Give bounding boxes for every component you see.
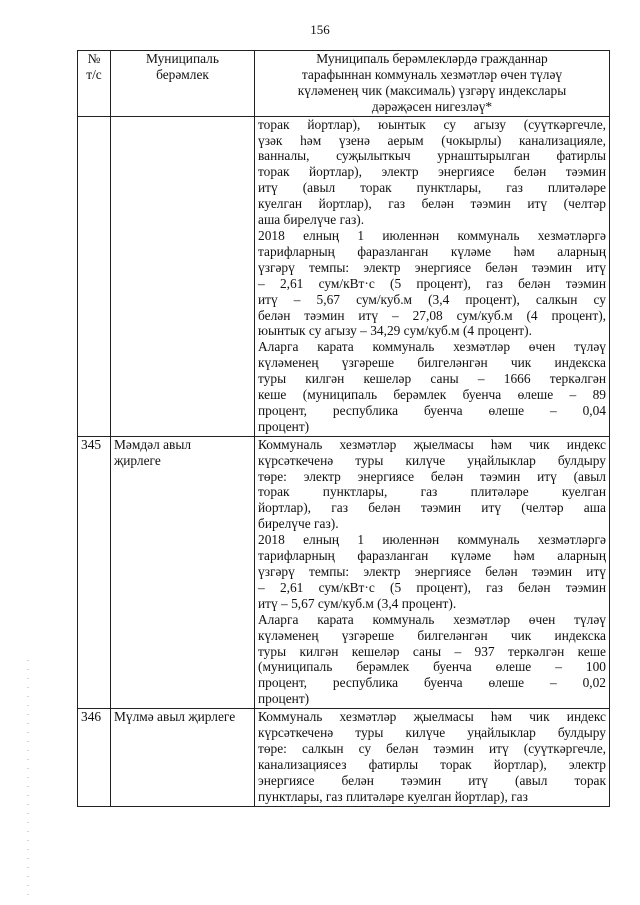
text-line: Аларга карата коммуналь хезмәтләр өчен түләү — [258, 339, 606, 355]
text-line: күрсәткеченә туры килүче уңайлыклар булдыру — [258, 452, 606, 468]
header-index-line: дәрәҗәсен нигезләү* — [371, 98, 493, 114]
text-line: 2018 елның 1 июленнән коммуналь хезмәтләргә — [258, 532, 606, 548]
text-line: – 2,61 сум/кВт·с (5 процент), газ белән тәэмин — [258, 579, 606, 595]
index-justification — [255, 436, 610, 708]
text-line: процент, республика буенча өлеше – 0,02 — [258, 675, 606, 691]
table-row — [78, 709, 610, 806]
header-index-line: Муниципаль берәмлекләрдә гражданнар — [316, 51, 548, 66]
municipality-name — [111, 436, 255, 708]
text-line: канализациясез фатирлы торак йортлар), электр — [258, 756, 606, 772]
text-line: төре: электр энергиясе белән тәэмин итү (авыл — [258, 468, 606, 484]
text-line: процент) — [258, 418, 310, 434]
text-line: торак йортлар), юынтык су агызу (суүткәргечле, — [258, 116, 606, 132]
row-number — [78, 116, 111, 436]
header-index — [255, 51, 610, 117]
justification-paragraph — [258, 117, 606, 228]
text-line: процент, республика буенча өлеше – 0,04 — [258, 402, 606, 418]
text-line: йортлар), газ белән тәэмин итү (челтәр аша — [258, 500, 606, 516]
municipality-name — [111, 709, 255, 806]
text-line: төре: салкын су белән тәэмин итү (суүткәргечле, — [258, 740, 606, 756]
table-row — [78, 116, 610, 436]
text-line: куелган йортлар), газ белән тәэмин итү (челтәр — [258, 196, 606, 212]
text-line: үзгәрү темпы: электр энергиясе белән тәэмин итү — [258, 564, 606, 579]
header-municipality — [111, 51, 255, 117]
tariff-index-table — [77, 50, 610, 807]
justification-paragraph — [258, 339, 606, 434]
text-line: итү – 5,67 сум/куб.м (3,4 процент), салкын су — [258, 291, 606, 307]
text-line: туры килгән кешеләр саны – 1666 теркәлгән — [258, 371, 606, 387]
page-number: 156 — [310, 22, 330, 37]
header-num-line: т/с — [86, 66, 102, 82]
table-row — [78, 436, 610, 708]
index-justification — [255, 116, 610, 436]
text-line: тарифларның фаразланган күләме һәм аларның — [258, 243, 606, 259]
text-line: Коммуналь хезмәтләр җыелмасы һәм чик индекс — [258, 436, 606, 452]
text-line: Аларга карата коммуналь хезмәтләр өчен түләү — [258, 611, 606, 627]
text-line: үзәк һәм үзенә аерым (чокырлы) канализацияле, — [258, 132, 606, 148]
text-line: (муниципаль берәмлек буенча өлеше – 100 — [258, 659, 606, 675]
justification-paragraph — [258, 612, 606, 707]
justification-paragraph — [258, 709, 606, 804]
municipality-line: Мәмдәл авыл — [114, 436, 192, 452]
text-line: – 2,61 сум/кВт·с (5 процент), газ белән тәэмин — [258, 275, 606, 291]
text-line: процент) — [258, 691, 310, 707]
text-line: итү (авыл торак пунктлары, газ плитәләре — [258, 180, 606, 196]
header-municipality-line: берәмлек — [156, 66, 209, 82]
text-line: туры килгән кешеләр саны – 937 теркәлгән кеше — [258, 643, 606, 659]
text-line: ванналы, суҗылыткыч урнаштырылган фатирлы — [258, 148, 606, 164]
row-number: 345 — [78, 436, 111, 708]
justification-paragraph — [258, 437, 606, 532]
text-line: күләменең үзгәреше билгеләнгән чик индекска — [258, 627, 606, 643]
text-line: юынтык су агызу – 34,29 сум/куб.м (4 процент). — [258, 323, 532, 339]
header-index-line: тарафыннан коммуналь хезмәтләр өчен түләү — [301, 66, 563, 82]
text-line: тарифларның фаразланган күләме һәм аларның — [258, 548, 606, 564]
text-line: Коммуналь хезмәтләр җыелмасы һәм чик индекс — [258, 709, 606, 725]
text-line: күрсәткеченә туры килүче уңайлыклар булдыру — [258, 725, 606, 741]
text-line: энергиясе белән тәэмин итү (авыл торак — [258, 772, 606, 788]
text-line: пунктлары, газ плитәләре куелган йортлар), газ — [258, 788, 528, 804]
table-header-row — [78, 51, 610, 117]
row-number: 346 — [78, 709, 111, 806]
text-line: күләменең үзгәреше билгеләнгән чик индекска — [258, 355, 606, 371]
text-line: итү – 5,67 сум/куб.м (3,4 процент). — [258, 595, 457, 611]
municipality-name — [111, 116, 255, 436]
text-line: торак йортлар), электр энергиясе белән тәэмин — [258, 164, 606, 180]
municipality-line: Мүлмә авыл җирлеге — [114, 709, 236, 725]
header-municipality-line: Муниципаль — [146, 51, 219, 66]
text-line: аша бирелүче газ). — [258, 212, 365, 228]
text-line: үзгәрү темпы: электр энергиясе белән тәэмин итү — [258, 259, 606, 275]
index-justification — [255, 709, 610, 806]
header-index-line: күләменең чик (максималь) үзгәрү индекслары — [297, 82, 567, 98]
justification-paragraph — [258, 532, 606, 612]
text-line: белән тәэмин итү – 27,08 сум/куб.м (4 процент), — [258, 307, 606, 323]
text-line: бирелүче газ). — [258, 516, 339, 532]
municipality-line: җирлеге — [114, 452, 161, 468]
text-line: 2018 елның 1 июленнән коммуналь хезмәтләргә — [258, 227, 606, 243]
header-num-line: № — [87, 51, 101, 66]
justification-paragraph — [258, 228, 606, 339]
text-line: торак пунктлары, газ плитәләре куелган — [258, 484, 606, 500]
header-num — [78, 51, 111, 117]
scan-artifact-dots — [27, 660, 29, 900]
text-line: кеше (муниципаль берәмлек буенча өлеше – 89 — [258, 387, 606, 403]
